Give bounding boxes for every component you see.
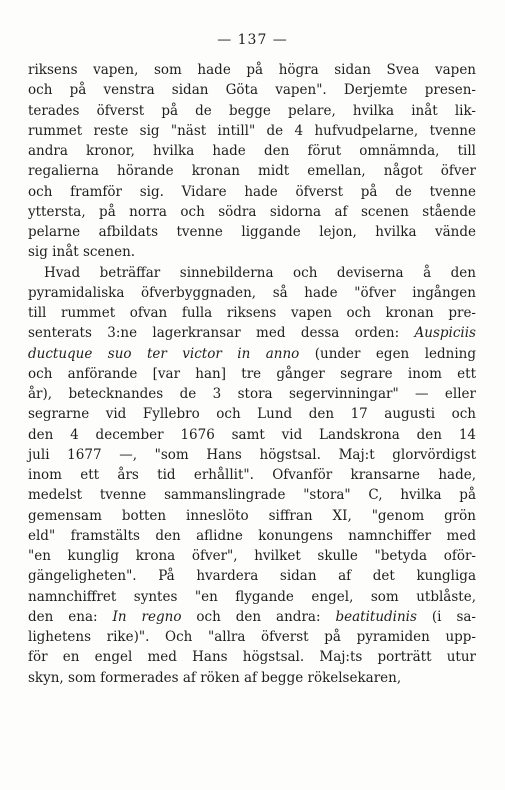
- text-line: [28, 263, 476, 283]
- text-line: [28, 141, 476, 161]
- text-line: [28, 647, 476, 667]
- text-segment: och anförande [var han] tre gånger segrare inom ett: [28, 365, 476, 382]
- text-line: [28, 323, 476, 343]
- text-segment: regalierna hörande kronan midt emellan, något öfver: [28, 163, 476, 180]
- body-text: [28, 60, 476, 688]
- text-segment: senterats 3:ne lagerkransar med dessa orden:: [28, 325, 415, 342]
- paragraph: [28, 263, 476, 688]
- text-segment: "en kunglig krona öfver", hvilket skulle "betyda oför-: [28, 548, 476, 564]
- text-line: [28, 364, 476, 384]
- text-line: [28, 161, 476, 181]
- text-segment: skyn, som formerades af röken af begge rökelsekaren,: [28, 669, 402, 686]
- paragraph: [28, 60, 476, 263]
- text-segment: sig inåt scenen.: [28, 244, 136, 261]
- text-line: [28, 80, 476, 100]
- text-line: [28, 546, 476, 566]
- text-line: [28, 526, 476, 546]
- text-line: [28, 283, 476, 303]
- text-line: [28, 344, 476, 364]
- text-segment: gemensam botten inneslöto siffran XI, "genom grön: [28, 507, 476, 524]
- text-line: [28, 404, 476, 424]
- text-segment: (i sa-: [416, 608, 476, 625]
- text-line: [28, 627, 476, 647]
- text-segment: eld" framstälts den aflidne konungens namnchiffer med: [28, 527, 476, 544]
- text-line: [28, 445, 476, 465]
- text-line: [28, 566, 476, 586]
- text-segment: den 4 december 1676 samt vid Landskrona den 14: [28, 426, 476, 443]
- text-segment: pyramidaliska öfverbyggnaden, så hade "öfver ingången: [28, 284, 476, 301]
- text-line: [28, 465, 476, 485]
- text-line: [28, 303, 476, 323]
- text-segment: riksens vapen, som hade på högra sidan Svea vapen: [28, 62, 476, 78]
- text-segment: segrarne vid Fyllebro och Lund den 17 augusti och: [28, 406, 476, 423]
- text-segment: rummet reste sig "näst intill" de 4 hufvudpelarne, tvenne: [28, 122, 476, 139]
- text-segment: medelst tvenne sammanslingrade "stora" C, hvilka på: [28, 487, 476, 504]
- text-segment: och framför sig. Vidare hade öfverst på de tvenne: [28, 183, 476, 200]
- text-segment: terades öfverst på de begge pelare, hvilka inåt lik-: [28, 102, 476, 119]
- page-number: — 137 —: [217, 32, 288, 48]
- text-segment: yttersta, på norra och södra sidorna af scenen stående: [28, 203, 476, 220]
- text-line: [28, 425, 476, 445]
- text-segment: pelarne afbildats tvenne liggande lejon, hvilka vände: [28, 224, 476, 240]
- italic-latin-text: beatitudinis: [335, 608, 417, 625]
- text-line: [28, 384, 476, 404]
- text-line: [28, 506, 476, 526]
- text-segment: och den andra:: [181, 608, 336, 625]
- text-line: [28, 121, 476, 141]
- text-segment: för en engel med Hans högstsal. Maj:ts porträtt utur: [28, 649, 476, 666]
- italic-latin-text: ductuque suo ter victor in anno: [28, 345, 300, 362]
- text-line: [28, 485, 476, 505]
- italic-latin-text: In regno: [112, 608, 182, 625]
- text-segment: (under egen ledning: [299, 345, 476, 362]
- text-segment: juli 1677 —, "som Hans högstsal. Maj:t glorvördigst: [28, 446, 476, 463]
- text-line: [28, 242, 476, 262]
- text-segment: Hvad beträffar sinnebilderna och deviserna å den: [44, 264, 476, 281]
- text-segment: år), betecknandes de 3 stora segervinningar" — eller: [28, 386, 476, 402]
- text-line: [28, 222, 476, 242]
- text-segment: inom ett års tid erhållit". Ofvanför kransarne hade,: [28, 467, 476, 483]
- text-line: [28, 101, 476, 121]
- text-segment: namnchiffret syntes "en flygande engel, som utblåste,: [28, 588, 476, 605]
- text-line: [28, 182, 476, 202]
- text-line: [28, 607, 476, 627]
- text-segment: andra kronor, hvilka hade den förut omnämnda, till: [28, 143, 476, 159]
- text-line: [28, 60, 476, 80]
- text-segment: gängeligheten". På hvardera sidan af det kungliga: [28, 568, 476, 585]
- text-segment: lighetens rike)". Och "allra öfverst på pyramiden upp-: [28, 629, 476, 645]
- text-line: [28, 587, 476, 607]
- text-segment: den ena:: [28, 608, 113, 625]
- text-line: [28, 668, 476, 688]
- italic-latin-text: Auspiciis: [414, 325, 476, 342]
- text-segment: och på venstra sidan Göta vapen". Derjemte presen-: [28, 82, 476, 99]
- text-segment: till rummet ofvan fulla riksens vapen och kronan pre-: [28, 305, 476, 321]
- text-line: [28, 202, 476, 222]
